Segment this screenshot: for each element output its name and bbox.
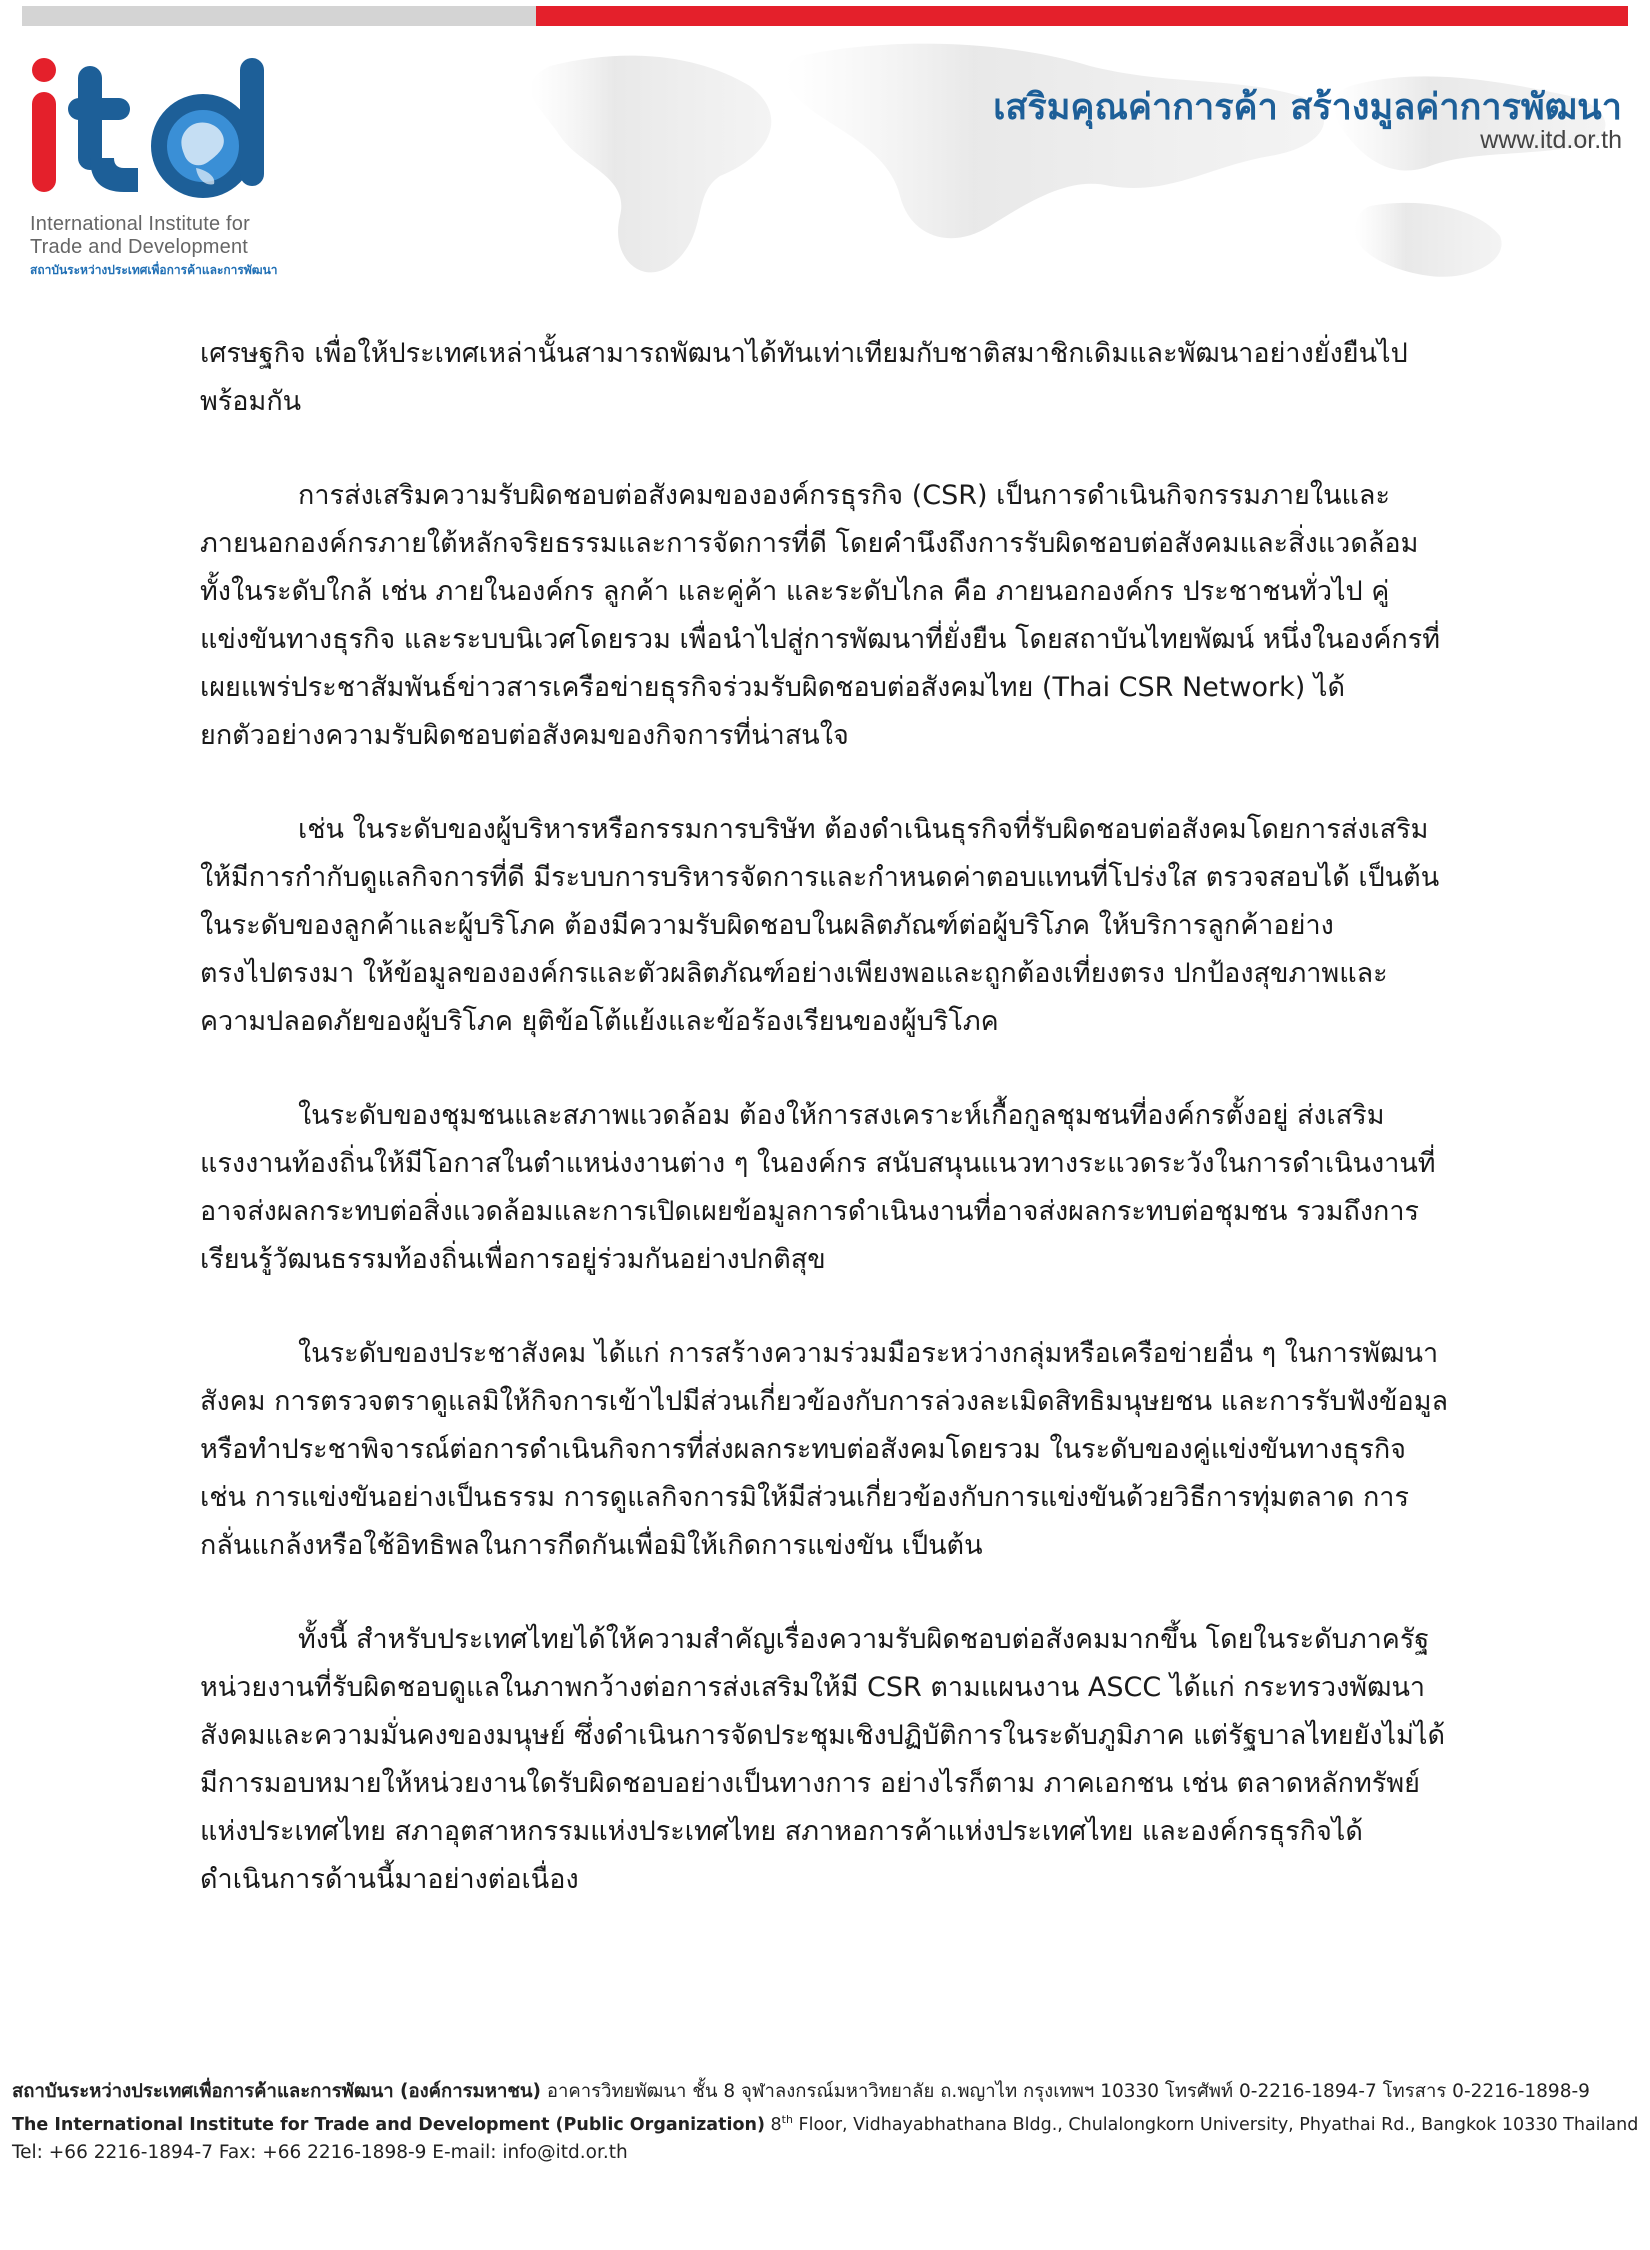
paragraph-line: ในระดับของชุมชนและสภาพแวดล้อม ต้องให้การสงเคราะห์เกื้อกูลชุมชนที่องค์กรตั้งอยู่ ส่งเสริม [298, 1100, 1385, 1131]
footer-org-th: สถาบันระหว่างประเทศเพื่อการค้าและการพัฒนา (องค์การมหาชน) [12, 2081, 541, 2102]
paragraph-line: แรงงานท้องถิ่นให้มีโอกาสในตำแหน่งงานต่าง ๆ ในองค์กร สนับสนุนแนวทางระแวดระวังในการดำเนินงานที่ [200, 1148, 1436, 1179]
slogan: เสริมคุณค่าการค้า สร้างมูลค่าการพัฒนา [993, 87, 1622, 128]
paragraph-line: การส่งเสริมความรับผิดชอบต่อสังคมขององค์กรธุรกิจ (CSR) เป็นการดำเนินกิจกรรมภายในและ [298, 480, 1390, 511]
paragraph-line: สังคม การตรวจตราดูแลมิให้กิจการเข้าไปมีส่วนเกี่ยวข้องกับการล่วงละเมิดสิทธิมนุษยชน และการรับฟังข้อมูล [200, 1386, 1449, 1417]
footer-floor-suffix: th [781, 2113, 793, 2126]
paragraph-line: ในระดับของประชาสังคม ได้แก่ การสร้างความร่วมมือระหว่างกลุ่มหรือเครือข่ายอื่น ๆ ในการพัฒนา [298, 1338, 1439, 1369]
paragraph-line: เศรษฐกิจ เพื่อให้ประเทศเหล่านั้นสามารถพัฒนาได้ทันเท่าเทียมกับชาติสมาชิกเดิมและพัฒนาอย่างยั่งยืนไป [200, 338, 1408, 369]
footer [12, 2078, 1642, 2167]
paragraph-line: ในระดับของลูกค้าและผู้บริโภค ต้องมีความรับผิดชอบในผลิตภัณฑ์ต่อผู้บริโภค ให้บริการลูกค้าอย่าง [200, 910, 1334, 941]
paragraph-line: ทั้งในระดับใกล้ เช่น ภายในองค์กร ลูกค้า และคู่ค้า และระดับไกล คือ ภายนอกองค์กร ประชาชนทั่วไป คู่ [200, 576, 1390, 607]
paragraph-line: ทั้งนี้ สำหรับประเทศไทยได้ให้ความสำคัญเรื่องความรับผิดชอบต่อสังคมมากขึ้น โดยในระดับภาครัฐ [298, 1624, 1430, 1655]
paragraph-line: ดำเนินการด้านนี้มาอย่างต่อเนื่อง [200, 1864, 579, 1895]
paragraph [200, 472, 1460, 760]
org-name-en-line2: Trade and Development [30, 236, 249, 258]
footer-address-th [12, 2078, 1642, 2106]
footer-address-en [12, 2106, 1642, 2139]
document-body [200, 330, 1460, 1904]
paragraph-line: ความปลอดภัยของผู้บริโภค ยุติข้อโต้แย้งและข้อร้องเรียนของผู้บริโภค [200, 1006, 999, 1037]
paragraph-line: กลั่นแกล้งหรือใช้อิทธิพลในการกีดกันเพื่อมิให้เกิดการแข่งขัน เป็นต้น [200, 1530, 983, 1561]
paragraph-line: สังคมและความมั่นคงของมนุษย์ ซึ่งดำเนินการจัดประชุมเชิงปฏิบัติการในระดับภูมิภาค แต่รัฐบาลไทยยังไม่ได้ [200, 1720, 1446, 1751]
paragraph-line: ยกตัวอย่างความรับผิดชอบต่อสังคมของกิจการที่น่าสนใจ [200, 720, 849, 751]
header-red-bar [536, 6, 1628, 26]
header-gray-bar [22, 6, 536, 26]
paragraph-line: หน่วยงานที่รับผิดชอบดูแลในภาพกว้างต่อการส่งเสริมให้มี CSR ตามแผนงาน ASCC ได้แก่ กระทรวงพัฒนา [200, 1672, 1426, 1703]
paragraph [200, 806, 1460, 1046]
paragraph-line: แข่งขันทางธุรกิจ และระบบนิเวศโดยรวม เพื่อนำไปสู่การพัฒนาที่ยั่งยืน โดยสถาบันไทยพัฒน์ หนึ่งในองค์กรที่ [200, 624, 1441, 655]
paragraph-line: แห่งประเทศไทย สภาอุตสาหกรรมแห่งประเทศไทย สภาหอการค้าแห่งประเทศไทย และองค์กรธุรกิจได้ [200, 1816, 1363, 1847]
paragraph [200, 1616, 1460, 1904]
paragraph-line: เช่น ในระดับของผู้บริหารหรือกรรมการบริษัท ต้องดำเนินธุรกิจที่รับผิดชอบต่อสังคมโดยการส่งเสริม [298, 814, 1429, 845]
org-name-th: สถาบันระหว่างประเทศเพื่อการค้าและการพัฒนา [30, 263, 278, 277]
paragraph-line: เผยแพร่ประชาสัมพันธ์ข่าวสารเครือข่ายธุรกิจร่วมรับผิดชอบต่อสังคมไทย (Thai CSR Network) ได้ [200, 672, 1345, 703]
org-name-en-line1: International Institute for [30, 213, 250, 235]
website-url: www.itd.or.th [1480, 126, 1622, 154]
paragraph [200, 1092, 1460, 1284]
footer-address-en-rest: Floor, Vidhayabhathana Bldg., Chulalongkorn University, Phyathai Rd., Bangkok 10330 Thailand [792, 2114, 1639, 2135]
paragraph-line: ตรงไปตรงมา ให้ข้อมูลขององค์กรและตัวผลิตภัณฑ์อย่างเพียงพอและถูกต้องเที่ยงตรง ปกป้องสุขภาพและ [200, 958, 1388, 989]
paragraph-line: อาจส่งผลกระทบต่อสิ่งแวดล้อมและการเปิดเผยข้อมูลการดำเนินงานที่อาจส่งผลกระทบต่อชุมชน รวมถึงการ [200, 1196, 1420, 1227]
paragraph-line: หรือทำประชาพิจารณ์ต่อการดำเนินกิจการที่ส่งผลกระทบต่อสังคมโดยรวม ในระดับของคู่แข่งขันทางธุรกิจ [200, 1434, 1406, 1465]
paragraph-line: ให้มีการกำกับดูแลกิจการที่ดี มีระบบการบริหารจัดการและกำหนดค่าตอบแทนที่โปร่งใส ตรวจสอบได้ เป็นต้น [200, 862, 1440, 893]
world-map-background [470, 26, 1630, 296]
paragraph-line: มีการมอบหมายให้หน่วยงานใดรับผิดชอบอย่างเป็นทางการ อย่างไรก็ตาม ภาคเอกชน เช่น ตลาดหลักทรัพย์ [200, 1768, 1420, 1799]
paragraph [200, 330, 1460, 426]
footer-address-th-rest: อาคารวิทยพัฒนา ชั้น 8 จุฬาลงกรณ์มหาวิทยาลัย ถ.พญาไท กรุงเทพฯ 10330 โทรศัพท์ 0-2216-1894-7 โทรสาร 0-2216-1898-9 [540, 2081, 1590, 2102]
footer-contact: Tel: +66 2216-1894-7 Fax: +66 2216-1898-9 E-mail: info@itd.or.th [12, 2141, 628, 2163]
paragraph-line: เช่น การแข่งขันอย่างเป็นธรรม การดูแลกิจการมิให้มีส่วนเกี่ยวข้องกับการแข่งขันด้วยวิธีการทุ่มตลาด การ [200, 1482, 1409, 1513]
footer-floor: 8 [764, 2114, 782, 2135]
paragraph-line: เรียนรู้วัฒนธรรมท้องถิ่นเพื่อการอยู่ร่วมกันอย่างปกติสุข [200, 1244, 826, 1275]
paragraph [200, 1330, 1460, 1570]
paragraph-line: ภายนอกองค์กรภายใต้หลักจริยธรรมและการจัดการที่ดี โดยคำนึงถึงการรับผิดชอบต่อสังคมและสิ่งแวดล้อม [200, 528, 1419, 559]
paragraph-line: พร้อมกัน [200, 386, 302, 417]
footer-org-en: The International Institute for Trade and Development (Public Organization) [12, 2114, 765, 2135]
